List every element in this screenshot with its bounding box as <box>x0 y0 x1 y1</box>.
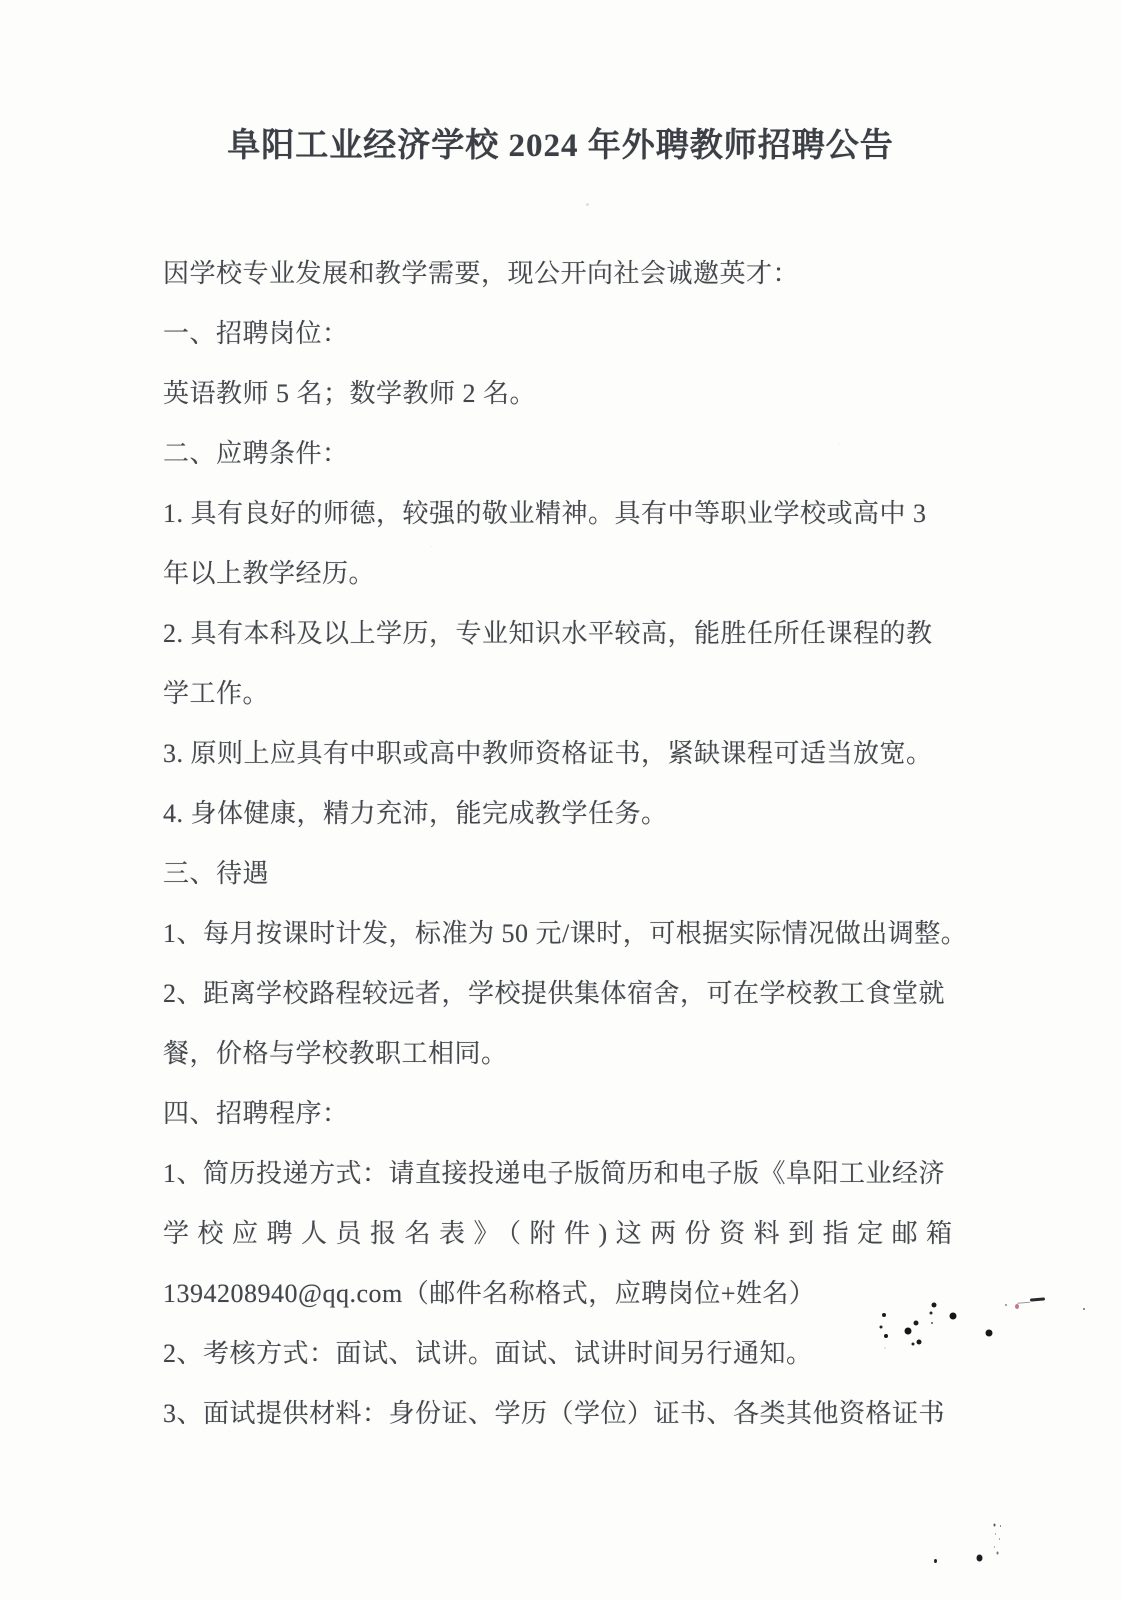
document-title: 阜阳工业经济学校 2024 年外聘教师招聘公告 <box>227 128 894 164</box>
text-line-cond-4: 4. 身体健康，精力充沛，能完成教学任务。 <box>163 799 668 828</box>
text-line-proc-1a: 1、简历投递方式：请直接投递电子版简历和电子版《阜阳工业经济 <box>163 1159 946 1188</box>
text-line-cond-3: 3. 原则上应具有中职或高中教师资格证书，紧缺课程可适当放宽。 <box>163 739 933 768</box>
text-line-cond-2a: 2. 具有本科及以上学历，专业知识水平较高，能胜任所任课程的教 <box>163 619 933 648</box>
text-line-pay-1: 1、每月按课时计发，标准为 50 元/课时，可根据实际情况做出调整。 <box>163 919 968 948</box>
ink-smudge <box>882 1313 886 1317</box>
text-line-section-2: 二、应聘条件： <box>163 439 349 468</box>
text-line-cond-2b: 学工作。 <box>163 679 270 708</box>
ink-speck-red <box>1015 1304 1019 1309</box>
text-line-section-1: 一、招聘岗位： <box>163 319 349 348</box>
paper-noise <box>586 203 589 206</box>
text-line-positions: 英语教师 5 名；数学教师 2 名。 <box>163 379 537 408</box>
ink-dash <box>1030 1297 1045 1301</box>
text-line-section-3: 三、待遇 <box>163 859 270 888</box>
text-line-proc-1b: 学校应聘人员报名表》（附件)这两份资料到指定邮箱 <box>163 1219 961 1248</box>
document-body <box>163 244 978 1444</box>
text-line-proc-2: 2、考核方式：面试、试讲。面试、试讲时间另行通知。 <box>163 1339 813 1368</box>
text-line-cond-1a: 1. 具有良好的师德，较强的敬业精神。具有中等职业学校或高中 3 <box>163 499 927 528</box>
ink-smudge-bottom <box>934 1559 937 1563</box>
text-line-pay-2a: 2、距离学校路程较远者，学校提供集体宿舍，可在学校教工食堂就 <box>163 979 946 1008</box>
text-line-cond-1b: 年以上教学经历。 <box>163 559 376 588</box>
text-line-proc-3: 3、面试提供材料：身份证、学历（学位）证书、各类其他资格证书 <box>163 1399 946 1428</box>
text-line-pay-2b: 餐，价格与学校教职工相同。 <box>163 1039 508 1068</box>
text-line-intro: 因学校专业发展和教学需要，现公开向社会诚邀英才： <box>163 259 800 288</box>
text-line-proc-1c-email: 1394208940@qq.com（邮件名称格式，应聘岗位+姓名） <box>163 1279 816 1308</box>
text-line-section-4: 四、招聘程序： <box>163 1099 349 1128</box>
